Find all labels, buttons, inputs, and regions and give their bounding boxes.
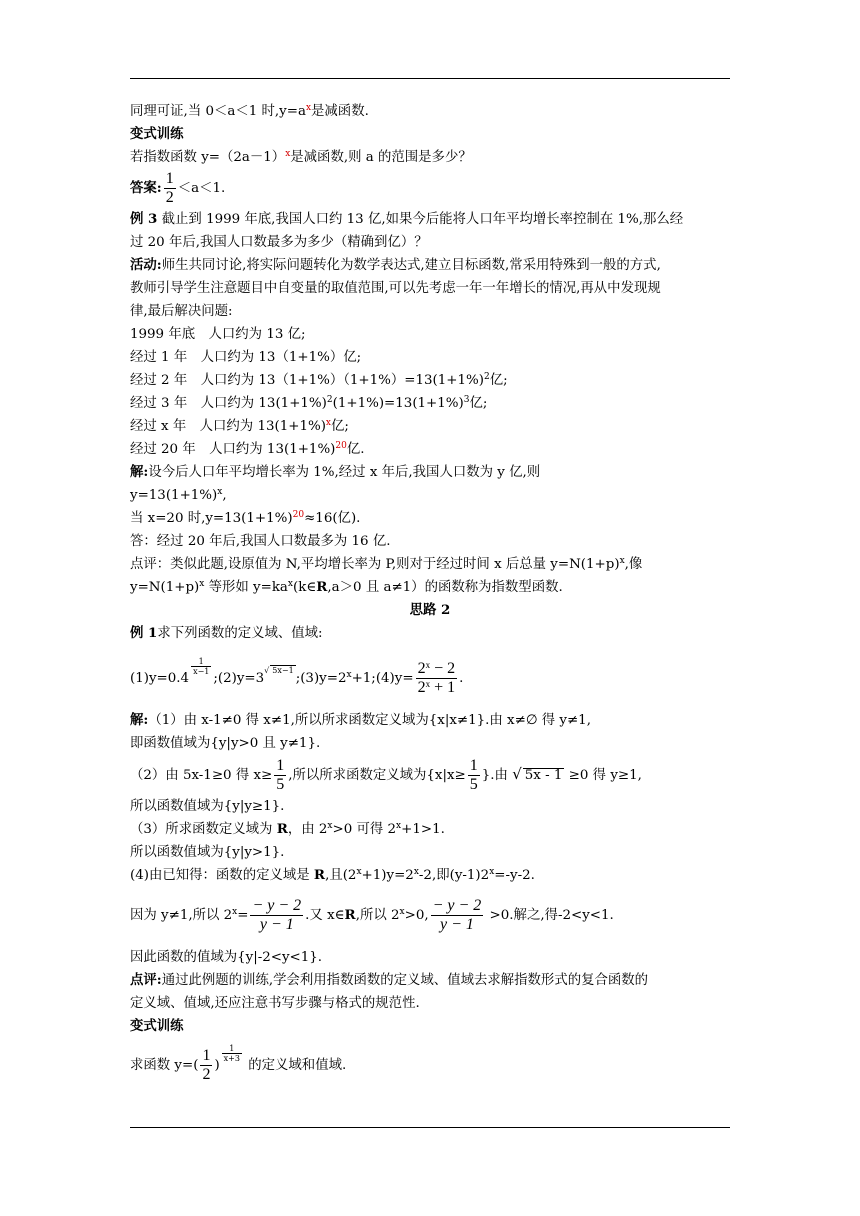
fraction: $\frac{1}{x+3}$ — [223, 1044, 240, 1064]
fraction: $\frac{1}{5}$ — [276, 756, 285, 793]
fraction: $\frac{1}{x-1}$ — [193, 656, 210, 676]
comment-line: $y=N(1+p)^x$ 等形如 $y=ka^x(k\in R,a>0$ 且 a≠1）的函数称为指数型函数. — [130, 579, 563, 595]
text-line: 即函数值域为{y|y>0 且 y≠1}. — [130, 736, 321, 751]
solution-line: 解:设今后人口年平均增长率为 1%,经过 x 年后,我国人口数为 y 亿,则 — [130, 464, 541, 480]
radical-exponent: √ 5x−1 — [264, 666, 294, 675]
exercise-line: 求函数 y=( $\frac{1}{2}$ ) $\frac{1}{x+3}$ 的定义域和值域. — [130, 1044, 347, 1084]
text-line: 教师引导学生注意题目中自变量的取值范围,可以先考虑一年一年增长的情况,再从中发现规 — [130, 281, 661, 296]
population-line: 经过 20 年 人口约为 $13(1+1\%)^{20}$亿. — [130, 441, 365, 457]
comment-line: 点评：类似此题,设原值为 N,平均增长率为 P,则对于经过时间 x 后总量 $y=N(1+p)^x$,像 — [130, 556, 643, 572]
text-line: 若指数函数 $y=(2a-1)^x$是减函数,则 a 的范围是多少？ — [130, 149, 472, 165]
equation-line: $y=13(1+1\%)^x$, — [130, 487, 227, 503]
text-line: 所以函数值域为{y|y>1}. — [130, 845, 285, 860]
fraction: $\frac{- y - 2}{y - 1}$ — [432, 896, 482, 933]
population-line: 经过 x 年 人口约为 $13(1+1\%)^x$亿; — [130, 418, 349, 434]
footer-rule — [130, 1127, 730, 1128]
example-1-line: 例 1求下列函数的定义域、值域: — [130, 625, 323, 641]
solution-line: 因为 y≠1,所以 $2^x=$ $\frac{- y - 2}{y - 1}$ .又 x∈R,所以 $2^x>0$, $\frac{- y - 2}{y - 1}$ >0.解之,得-2<y<1. — [130, 896, 614, 933]
text-line: 定义域、值域,还应注意书写步骤与格式的规范性. — [130, 996, 420, 1011]
text-line: 答：经过 20 年后,我国人口数最多为 16 亿. — [130, 534, 391, 549]
population-line: 1999 年底 人口约为 13 亿; — [130, 327, 306, 342]
answer-line: 答案: $\frac{1}{2}$ ＜a＜1. — [130, 169, 226, 206]
example-3-line: 例 3 截止到 1999 年底,我国人口约 13 亿,如果今后能将人口年平均增长率控制在 1%,那么经 — [130, 211, 684, 227]
header-rule — [130, 78, 730, 79]
solution-line: （3）所求函数定义域为 R，由 $2^x>0$ 可得 $2^x+1>1$. — [130, 821, 445, 837]
solution-line: 解:（1）由 x-1≠0 得 x≠1,所以所求函数定义域为{x|x≠1}.由 x≠∅ 得 y≠1, — [130, 712, 591, 728]
fraction: $\frac{2^x - 2}{2^x + 1}$ — [417, 659, 456, 696]
section-heading: 变式训练 — [130, 1018, 184, 1034]
functions-line: (1)y=0.4 $\frac{1}{x-1}$ $;(2)y=3^{√ 5x-1};(3)y=2^x+1;(4)y=$ $\frac{2^x - 2}{2^x + 1}$ . — [130, 656, 464, 696]
equation-line: 当 x=20 时$,y=13(1+1\%)^{20}\approx 16$(亿). — [130, 510, 361, 526]
fraction: $\frac{1}{2}$ — [202, 1046, 211, 1084]
text-line: 律,最后解决问题: — [130, 304, 233, 319]
activity-line: 活动:师生共同讨论,将实际问题转化为数学表达式,建立目标函数,常采用特殊到一般的方式, — [130, 257, 661, 273]
population-line: 经过 2 年 人口约为 $13(1+1\%)(1+1\%)=13(1+1\%)^2$亿; — [130, 372, 508, 388]
section-heading: 变式训练 — [130, 126, 184, 142]
text-line: 因此函数的值域为{y|-2<y<1}. — [130, 950, 323, 965]
text-line: 过 20 年后,我国人口数最多为多少（精确到亿）？ — [130, 235, 428, 250]
document-body — [130, 100, 730, 1088]
fraction: $\frac{1}{2}$ — [165, 169, 174, 206]
solution-line: (4)由已知得：函数的定义域是 R,且$(2^x+1)y=2^x-2$,即$(y-1)2^x=-y-2$. — [130, 867, 535, 883]
fraction: $\frac{1}{5}$ — [469, 756, 478, 793]
population-line: 经过 3 年 人口约为 $13(1+1\%)^2(1+1\%)=13(1+1\%)^3$亿; — [130, 395, 488, 411]
fraction: $\frac{- y - 2}{y - 1}$ — [252, 896, 302, 933]
solution-line: （2）由 5x-1≥0 得 x≥ $\frac{1}{5}$ ,所以所求函数定义域为{x|x≥ $\frac{1}{5}$ }.由 √ 5x - 1 ≥0 得 y≥1, — [130, 756, 642, 793]
text-line: 所以函数值域为{y|y≥1}. — [130, 799, 285, 814]
text-line: 同理可证,当 0＜a＜1 时$,y=a^x$是减函数. — [130, 103, 369, 119]
radical: 5x - 1 — [524, 768, 563, 783]
section-heading: 思路 2 — [409, 602, 451, 618]
population-line: 经过 1 年 人口约为 13（1+1%）亿; — [130, 350, 362, 365]
comment-line: 点评:通过此例题的训练,学会利用指数函数的定义域、值域去求解指数形式的复合函数的 — [130, 972, 649, 988]
